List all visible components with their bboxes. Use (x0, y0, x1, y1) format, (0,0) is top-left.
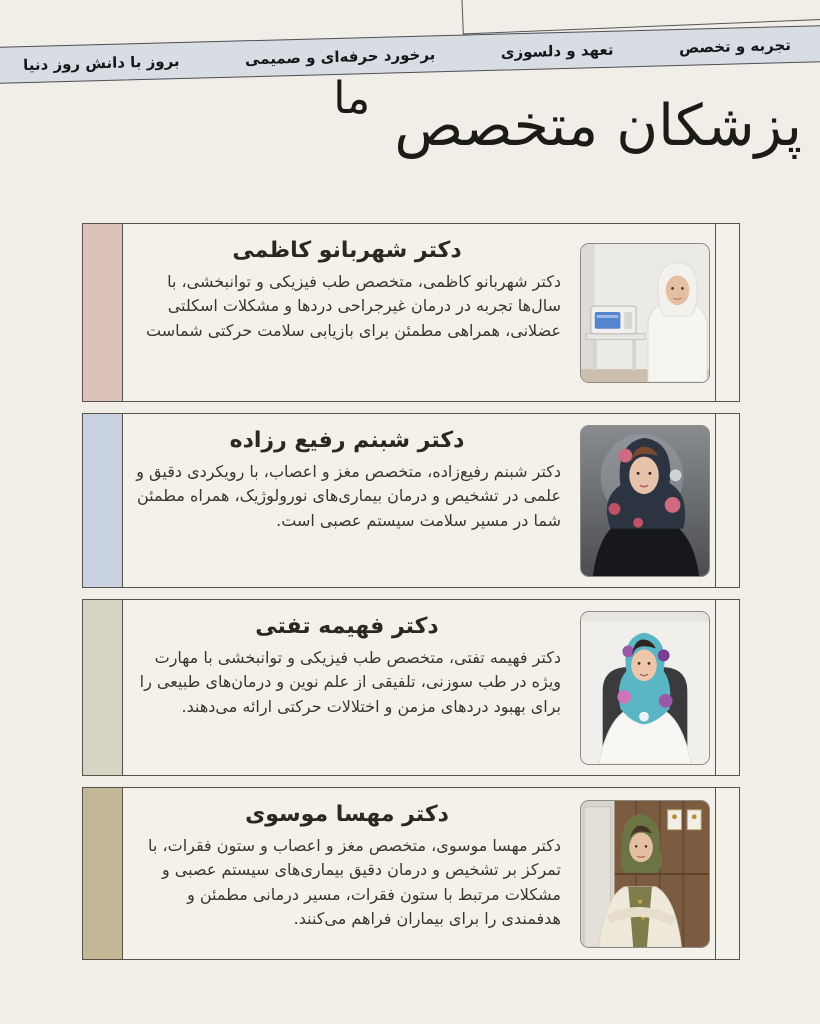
doctor-photo-frame (575, 600, 715, 775)
doctor-name: دکتر فهیمه تفتی (255, 614, 439, 639)
doctor-photo (580, 243, 710, 383)
doctor-bio: دکتر شبنم رفیع‌زاده، متخصص مغز و اعصاب، با رویکردی دقیق و علمی در تشخیص و درمان بیماری‌های نورولوژیک، همراه مطمئن شما در مسیر سلامت سیستم عصبی است. (136, 462, 561, 530)
card-right-gutter (715, 788, 739, 959)
card-accent-stripe (83, 414, 123, 587)
doctor-card-tafti (82, 599, 740, 776)
doctor-bio: دکتر فهیمه تفتی، متخصص طب فیزیکی و توانبخشی با مهارت ویژه در طب سوزنی، تلفیقی از علم نوین و درمان‌های طبیعی را برای بهبود دردهای مزمن و اختلالات حرکتی ارائه می‌دهند. (139, 648, 561, 716)
page-title (333, 73, 802, 160)
card-text-area (123, 600, 575, 775)
doctor-bio: دکتر شهربانو کاظمی، متخصص طب فیزیکی و توانبخشی، با سال‌ها تجربه در درمان غیرجراحی دردها و مشکلات اسکلتی عضلانی، همراهی مطمئن برای بازیابی سلامت حرکتی شماست (145, 272, 561, 340)
doctor-photo (580, 611, 710, 765)
doctor-photo (580, 425, 710, 577)
doctor-photo (580, 800, 710, 948)
page-title-suffix: ما (333, 73, 371, 124)
card-right-gutter (715, 224, 739, 401)
values-ribbon (0, 25, 820, 84)
ribbon-item-uptodate: بروز با دانش روز دنیا (22, 51, 180, 74)
doctor-card-mousavi (82, 787, 740, 960)
card-accent-stripe (83, 600, 123, 775)
card-text-area (123, 414, 575, 587)
card-right-gutter (715, 414, 739, 587)
doctor-name: دکتر شبنم رفیع رزاده (229, 428, 465, 453)
card-accent-stripe (83, 224, 123, 401)
ribbon-item-professional: برخورد حرفه‌ای و صمیمی (244, 44, 436, 68)
doctor-bio: دکتر مهسا موسوی، متخصص مغز و اعصاب و ستون فقرات، با تمرکز بر تشخیص و درمان دقیق بیماری‌های سیستم عصبی و مشکلات مرتبط با ستون فقرات، مسیر درمانی مطمئن و هدفمندی را برای بیماران فراهم می‌کنند. (148, 836, 561, 928)
doctor-cards-list (82, 223, 740, 960)
ribbon-item-commitment: تعهد و دلسوزی (500, 40, 614, 62)
doctor-card-kazemi (82, 223, 740, 402)
ribbon-item-experience: تجربه و تخصص (678, 35, 792, 57)
doctor-name: دکتر مهسا موسوی (245, 802, 449, 827)
doctor-name: دکتر شهربانو کاظمی (232, 238, 462, 263)
card-accent-stripe (83, 788, 123, 959)
card-text-area (123, 224, 575, 401)
doctor-photo-frame (575, 788, 715, 959)
card-text-area (123, 788, 575, 959)
doctor-card-rafizadeh (82, 413, 740, 588)
doctor-photo-frame (575, 414, 715, 587)
doctor-photo-frame (575, 224, 715, 401)
card-right-gutter (715, 600, 739, 775)
page-title-main: پزشکان متخصص (394, 93, 802, 159)
